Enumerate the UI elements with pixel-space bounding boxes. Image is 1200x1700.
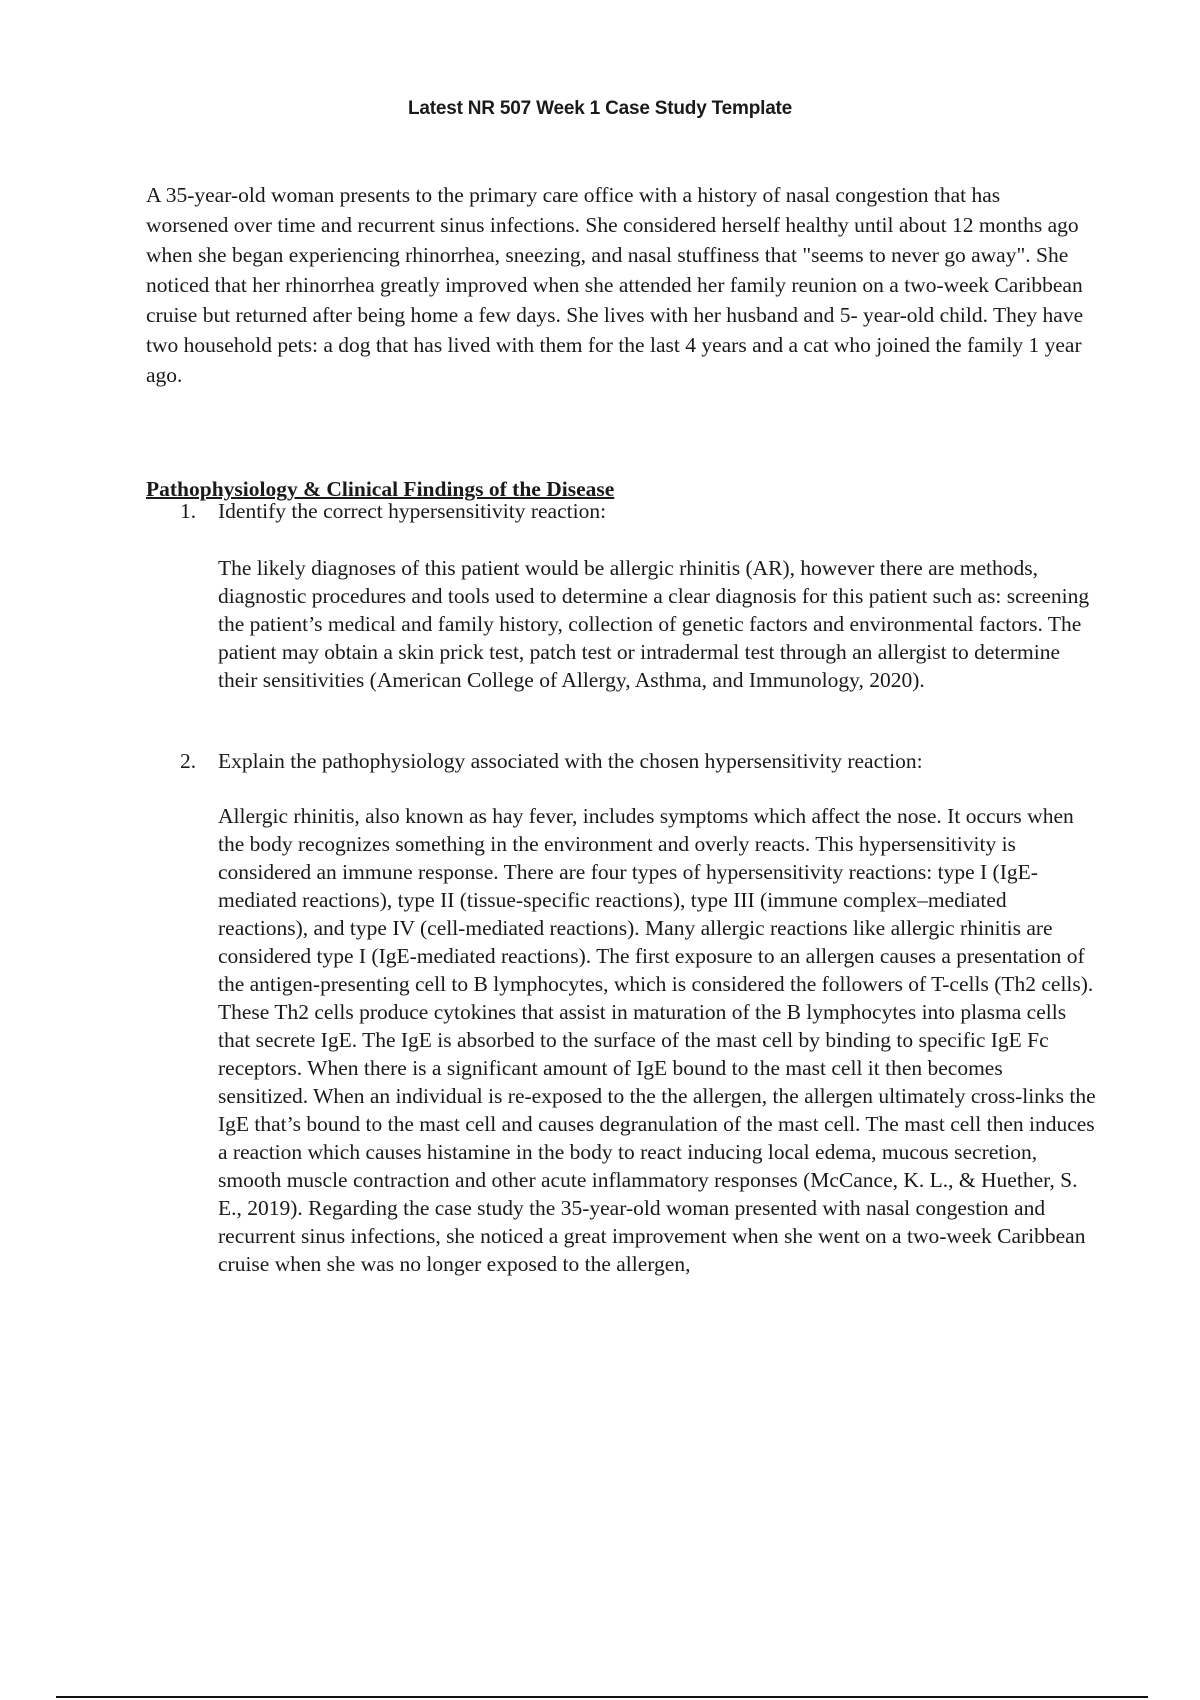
footer-divider [56,1696,1148,1698]
section-heading: Pathophysiology & Clinical Findings of the Disease [146,477,615,501]
document-title: Latest NR 507 Week 1 Case Study Template [407,98,793,119]
case-intro-paragraph: A 35-year-old woman presents to the primary care office with a history of nasal congestion that has worsened over time and recurrent sinus infections. She considered herself healthy until about 12 months ago when she began experiencing rhinorrhea, sneezing, and nasal stuffiness that "seems to never go away". She noticed that her rhinorrhea greatly improved when she attended her family reunion on a two-week Caribbean cruise but returned after being home a few days. She lives with her husband and 5- year-old child. They have two household pets: a dog that has lived with them for the last 4 years and a cat who joined the family 1 year ago. [146,183,1084,387]
question-prompt: Explain the pathophysiology associated with the chosen hypersensitivity reaction: [218,749,923,773]
answer-2: Allergic rhinitis, also known as hay fever, includes symptoms which affect the nose. It occurs when the body recognizes something in the environment and overly reacts. This hypersensitivity is considered an immune response. There are four types of hypersensitivity reactions: type I (IgE-mediated reactions), type II (tissue-specific reactions), type III (immune complex–mediated reactions), and type IV (cell-mediated reactions). Many allergic reactions like allergic rhinitis are considered type I (IgE-mediated reactions). The first exposure to an allergen causes a presentation of the antigen-presenting cell to B lymphocytes, which is considered the followers of T-cells (Th2 cells). These Th2 cells produce cytokines that assist in maturation of the B lymphocytes into plasma cells that secrete IgE. The IgE is absorbed to the surface of the mast cell by binding to specific IgE Fc receptors. When there is a significant amount of IgE bound to the mast cell it then becomes sensitized. When an individual is re-exposed to the the allergen, the allergen ultimately cross-links the IgE that’s bound to the mast cell and causes degranulation of the mast cell. The mast cell then induces a reaction which causes histamine in the body to react inducing local edema, mucous secretion, smooth muscle contraction and other acute inflammatory responses (McCance, K. L., & Huether, S. E., 2019). Regarding the case study the 35-year-old woman presented with nasal congestion and recurrent sinus infections, she noticed a great improvement when she went on a two-week Caribbean cruise when she was no longer exposed to the allergen, [218,804,1096,1276]
answer-1: The likely diagnoses of this patient would be allergic rhinitis (AR), however there are methods, diagnostic procedures and tools used to determine a clear diagnosis for this patient such as: screening the patient’s medical and family history, collection of genetic factors and environmental factors. The patient may obtain a skin prick test, patch test or intradermal test through an allergist to determine their sensitivities (American College of Allergy, Asthma, and Immunology, 2020). [218,556,1090,692]
question-2 [180,746,923,776]
question-prompt: Identify the correct hypersensitivity reaction: [218,499,607,523]
question-number: 1. [180,499,197,523]
question-number: 2. [180,749,197,773]
question-1 [180,496,606,526]
